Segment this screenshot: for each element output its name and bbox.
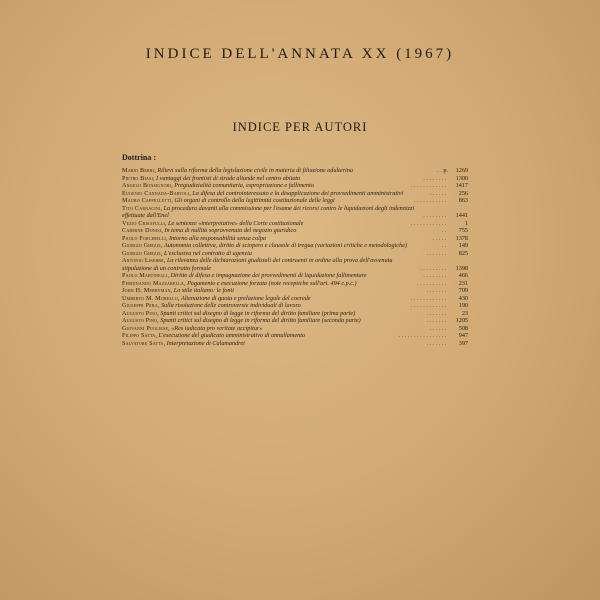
- entry-title: L'esecuzione del giudicato amministrativo di annullamento: [158, 332, 306, 339]
- entry-author: Giorgio Ghezzi: [122, 242, 161, 249]
- index-entry: [122, 317, 468, 325]
- leader-dots: . . . . . . . . . . . .: [410, 294, 447, 302]
- entry-author: Umberto M. Morello: [122, 294, 178, 302]
- entry-text: [122, 332, 399, 340]
- index-entry: [122, 302, 468, 310]
- leader-dots: . . . . . . . .: [423, 272, 447, 279]
- entry-title: L'esclusiva nel contratto di agenzia: [163, 249, 252, 257]
- page-header: INDICE DELL'ANNATA XX (1967): [145, 46, 455, 62]
- entry-author: Carmine Donisi: [122, 227, 162, 234]
- entry-author: Vezio Crisafulli: [122, 219, 165, 227]
- entry-text: [122, 310, 426, 318]
- entry-title: La difesa del controinteressato e la disapplicazione dei provvedimenti amministrativi: [192, 189, 404, 197]
- leader-dots: . . . . . . . . . . . .: [410, 219, 447, 227]
- entry-author: Angelo Bonsignori: [122, 182, 172, 189]
- entry-page-ref: [411, 302, 468, 310]
- entry-separator: ,: [177, 294, 181, 302]
- entry-title: Lo stile italiano: le fonti: [173, 287, 234, 294]
- entry-page-ref: [426, 310, 468, 318]
- leader-dots: . . . . . . .: [426, 309, 447, 317]
- entry-author: Giorgio Ghezzi: [122, 249, 161, 257]
- leader-dots: . . . . . . . .: [423, 174, 447, 182]
- entry-text: [122, 235, 433, 243]
- index-entry: [122, 332, 468, 340]
- entry-page-ref: [429, 325, 468, 333]
- entry-separator: ,: [164, 219, 168, 227]
- entry-page-ref: [423, 272, 468, 280]
- entry-title: Spunti critici sul disegno di legge in riforma del diritto familiare (prima parte): [160, 309, 356, 317]
- index-entry: [122, 190, 468, 198]
- entry-title: La procedura davanti alla commissione per l'esame dei ricorsi contro le liquidazioni degli indennizzi effettuate dall'Enel: [122, 204, 415, 219]
- entry-separator: ,: [153, 174, 157, 182]
- entry-separator: ,: [168, 324, 172, 332]
- entry-page-number: 709: [458, 287, 468, 294]
- entry-page-number: 430: [458, 294, 468, 302]
- entry-separator: ,: [160, 249, 164, 257]
- entry-author: Giovanni Pugliese: [122, 324, 169, 332]
- entry-page-number: 149: [458, 242, 468, 249]
- index-entry: [122, 242, 468, 250]
- entry-separator: ,: [161, 227, 165, 234]
- entry-separator: ,: [167, 272, 171, 279]
- entry-author: Tito Carnacini: [122, 204, 161, 212]
- entry-text: [122, 257, 420, 272]
- entry-page-ref: [423, 175, 468, 183]
- index-entry: [122, 295, 468, 303]
- entry-separator: ,: [170, 287, 174, 294]
- leader-dots: . . . . .: [432, 234, 447, 242]
- entry-page-ref: [442, 242, 468, 250]
- entry-separator: ,: [163, 257, 167, 264]
- entry-title: La rilevanza delle dichiarazioni giudiziali dei contraenti in ordine alla prova dell'avvenuta stipulazione di un contratto formale: [122, 257, 393, 272]
- entry-separator: ,: [154, 167, 158, 174]
- entry-page-ref: [411, 220, 468, 228]
- page-prefix: p.: [443, 167, 448, 174]
- entry-list: [122, 167, 468, 347]
- entry-title: I vantaggi dei frontisti di strade aliunde nel centro abitato: [156, 174, 301, 182]
- entry-separator: ,: [160, 204, 164, 212]
- entry-page-number: 190: [458, 302, 468, 309]
- index-entry: [122, 272, 468, 280]
- entry-title: Gli organi di controllo della legittimità costituzionale delle leggi: [174, 197, 335, 204]
- entry-page-ref: [411, 182, 468, 190]
- entry-author: Salvatore Satta: [122, 339, 164, 347]
- entry-author: Antonio Liserre: [122, 257, 164, 264]
- entry-separator: ,: [155, 332, 159, 339]
- index-entry: [122, 175, 468, 183]
- entry-text: [122, 190, 429, 198]
- entry-separator: ,: [171, 182, 175, 189]
- entry-page-ref: [429, 190, 468, 198]
- entry-page-ref: [426, 317, 468, 325]
- entry-text: [122, 295, 411, 303]
- entry-page-ref: [442, 227, 468, 235]
- entry-page-number: 1300: [455, 174, 468, 182]
- index-entry: [122, 182, 468, 190]
- leader-dots: . . . . . . .: [426, 339, 447, 347]
- entry-text: [122, 175, 423, 183]
- index-entry: [122, 280, 468, 288]
- index-entry: [122, 235, 468, 243]
- entry-page-ref: [414, 197, 468, 205]
- entry-text: [122, 167, 437, 175]
- entry-title: Pagamento e esecuzione forzata (note receptiche sull'art. 494 c.p.c.): [187, 279, 357, 287]
- leader-dots: . . . . . .: [429, 189, 447, 197]
- entry-text: [122, 280, 417, 288]
- entry-text: [122, 205, 423, 220]
- entry-title: Spunti critici sul disegno di legge in riforma del diritto familiare (seconda parte): [160, 317, 361, 324]
- leader-dots: . .: [437, 167, 442, 174]
- leader-dots: . . . . . . . . . . . .: [410, 302, 447, 309]
- entry-text: [122, 317, 426, 325]
- section-title: INDICE PER AUTORI: [232, 120, 368, 134]
- entry-separator: ,: [157, 302, 161, 309]
- entry-page-ref: [426, 250, 468, 258]
- entry-page-number: 1205: [455, 317, 468, 324]
- index-entry: [122, 257, 468, 272]
- entry-separator: ,: [160, 242, 164, 249]
- entry-text: [122, 242, 442, 250]
- entry-title: Le sentenze «interpretative» della Corte costituzionale: [168, 219, 304, 227]
- entry-page-ref: [399, 332, 469, 340]
- entry-title: Pregiudizialità comunitaria, espropriazione e fallimento: [174, 182, 314, 189]
- entry-page-number: 1269: [455, 167, 468, 174]
- entry-page-number: 23: [461, 309, 468, 317]
- leader-dots: . . . . . . . . . .: [417, 279, 447, 287]
- leader-dots: . . . . . . . . . . . .: [410, 182, 447, 189]
- entry-page-number: 863: [458, 197, 468, 204]
- entry-text: [122, 287, 426, 295]
- entry-page-number: 1441: [455, 212, 468, 219]
- entry-title: Diritto di difesa e impugnazione dei provvedimenti di liquidazione fallimentare: [170, 272, 367, 279]
- entry-author: Giuseppe Pera: [122, 302, 158, 309]
- index-entry: [122, 197, 468, 205]
- entry-author: Eugenio Cannada-Bartoli: [122, 189, 190, 197]
- entry-title: Intorno alla responsabilità senza colpa: [168, 234, 267, 242]
- entry-author: Filippo Satta: [122, 332, 156, 339]
- leader-dots: . . . . . .: [429, 324, 447, 332]
- entry-page-ref: [426, 340, 468, 348]
- entry-text: [122, 272, 423, 280]
- entry-page-number: 397: [458, 339, 468, 347]
- entry-page-number: 466: [458, 272, 468, 279]
- index-entry: [122, 287, 468, 295]
- entry-page-number: 1: [464, 219, 468, 227]
- index-entry: [122, 167, 468, 175]
- entry-separator: ,: [184, 279, 188, 287]
- entry-separator: ,: [163, 339, 167, 347]
- entry-text: [122, 220, 411, 228]
- leader-dots: . .: [441, 242, 447, 249]
- index-entry: [122, 325, 468, 333]
- entry-author: John H. Merryman: [122, 287, 171, 294]
- entry-title: Sulla risoluzione delle controversie individuali di lavoro: [160, 302, 301, 309]
- entry-title: Alienazione di quota e prelazione legale del coerede: [180, 294, 311, 302]
- entry-title: Autonomia collettiva, diritto di sciopero e clausole di tregua (variazioni critiche e metodologiche): [163, 242, 407, 249]
- entry-separator: ,: [157, 309, 161, 317]
- entry-page-ref: [417, 280, 468, 288]
- entry-page-number: 1417: [455, 182, 468, 189]
- entry-text: [122, 325, 429, 333]
- entry-text: [122, 250, 426, 258]
- entry-author: Pietro Biasi: [122, 174, 154, 182]
- entry-author: Augusto Pino: [122, 309, 158, 317]
- entry-author: Paolo Forchielli: [122, 234, 166, 242]
- entry-page-ref: [437, 167, 468, 175]
- leader-dots: . . . . . . . . . . .: [413, 197, 447, 204]
- entry-page-ref: [420, 265, 468, 273]
- entry-author: Ferdinando Mazzarella: [122, 279, 185, 287]
- entry-title: «Res iudicata pro veritate accipitur»: [171, 324, 263, 332]
- leader-dots: . . . . . . . . .: [420, 264, 447, 272]
- index-entry: [122, 310, 468, 318]
- entry-separator: ,: [171, 197, 175, 204]
- entry-text: [122, 197, 414, 205]
- leader-dots: . . . . . . . .: [423, 212, 447, 219]
- entry-page-number: 755: [458, 227, 468, 234]
- entry-page-number: 508: [458, 324, 468, 332]
- category-heading: Dottrina :: [122, 153, 156, 162]
- entry-author: Mario Berri: [122, 167, 155, 174]
- entry-title: Interpretazione di Calamandrei: [166, 339, 245, 347]
- leader-dots: . . . . . . .: [426, 287, 447, 294]
- entry-page-ref: [426, 287, 468, 295]
- entry-text: [122, 182, 411, 190]
- entry-title: In tema di nullità sopravvenuta del negozio giuridico: [164, 227, 297, 234]
- leader-dots: . . . . . . .: [426, 317, 447, 324]
- leader-dots: . . . . . . .: [426, 249, 447, 257]
- entry-page-number: 1398: [455, 264, 468, 272]
- entry-page-number: 1378: [455, 234, 468, 242]
- entry-page-ref: [423, 212, 468, 220]
- entry-text: [122, 227, 442, 235]
- entry-page-number: 256: [458, 189, 468, 197]
- entry-author: Augusto Pino: [122, 317, 158, 324]
- entry-text: [122, 302, 411, 310]
- index-entry: [122, 205, 468, 220]
- entry-page-ref: [411, 295, 468, 303]
- leader-dots: . . . . . . . . . . . . . . . .: [398, 332, 447, 339]
- entry-author: Paolo Martinelli: [122, 272, 168, 279]
- entry-page-ref: [433, 235, 468, 243]
- entry-page-number: 825: [458, 249, 468, 257]
- index-entry: [122, 220, 468, 228]
- leader-dots: . .: [441, 227, 447, 234]
- index-entry: [122, 250, 468, 258]
- index-entry: [122, 340, 468, 348]
- entry-page-number: 231: [458, 279, 468, 287]
- entry-text: [122, 340, 426, 348]
- entry-separator: ,: [157, 317, 161, 324]
- entry-author: Mauro Cappelletti: [122, 197, 172, 204]
- entry-page-number: 947: [458, 332, 468, 339]
- entry-separator: ,: [165, 234, 169, 242]
- index-entry: [122, 227, 468, 235]
- entry-title: Rilievi sulla riforma della legislazione civile in materia di filiazione adulterina: [157, 167, 353, 174]
- entry-separator: ,: [189, 189, 193, 197]
